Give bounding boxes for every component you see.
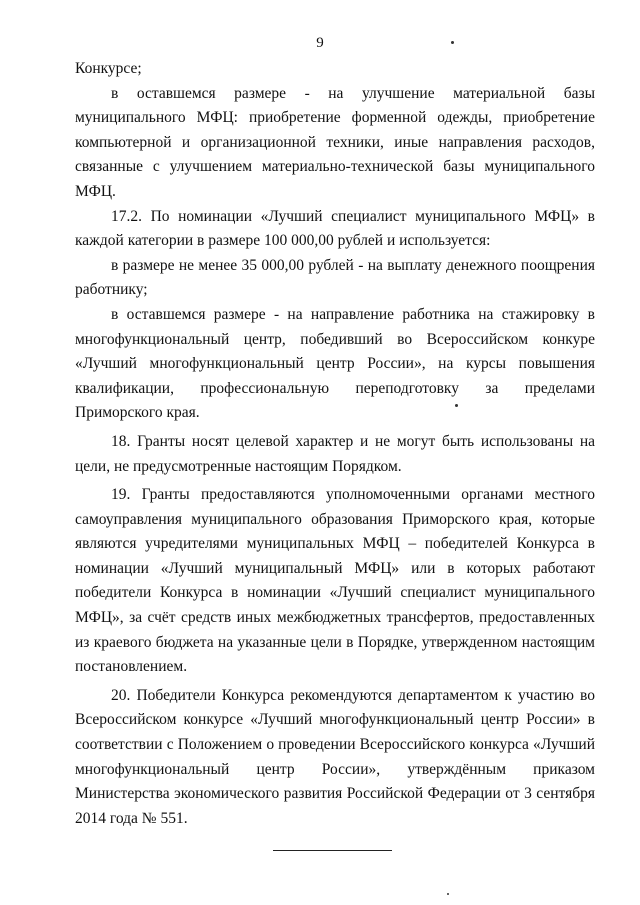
paragraph-remaining-amount-training: в оставшемся размере - на направление работника на стажировку в многофункциональный центр, победивший во Всероссийском конкуре «Лучший многофункциональный центр России», на курсы повышения квалификации, профессиональную переподготовку за пределами Приморского края. bbox=[75, 305, 595, 422]
paragraph-20: 20. Победители Конкурса рекомендуются департаментом к участию во Всероссийском конкурсе «Лучший многофункциональный центр России» в соответствии с Положением о проведении Всероссийского конкурса «Лучший многофункциональный центр России», утверждённым приказом Министерства экономического развития Российской Федерации от 3 сентября 2014 года № 551. bbox=[75, 686, 595, 827]
paragraph-bonus-payment: в размере не менее 35 000,00 рублей - на выплату денежного поощрения работнику; bbox=[75, 256, 595, 299]
scan-speck bbox=[455, 404, 458, 407]
paragraph-18: 18. Гранты носят целевой характер и не могут быть использованы на цели, не предусмотренные настоящим Порядком. bbox=[75, 432, 595, 475]
scan-speck bbox=[451, 41, 454, 44]
end-of-document-divider bbox=[273, 850, 392, 851]
scan-speck bbox=[447, 893, 449, 895]
page-number: 9 bbox=[316, 35, 324, 51]
document-body bbox=[75, 57, 595, 831]
paragraph-continuation: Конкурсе; bbox=[75, 60, 142, 77]
paragraph-17-2: 17.2. По номинации «Лучший специалист муниципального МФЦ» в каждой категории в размере 100 000,00 рублей и используется: bbox=[75, 207, 595, 250]
paragraph-19: 19. Гранты предоставляются уполномоченными органами местного самоуправления муниципального образования Приморского края, которые являются учредителями муниципальных МФЦ – победителей Конкурса в номинации «Лучший муниципальный МФЦ» или в которых работают победители Конкурса в номинации «Лучший специалист муниципального МФЦ», за счёт средств иных межбюджетных трансфертов, предоставленных из краевого бюджета на указанные цели в Порядке, утвержденном настоящим постановлением. bbox=[75, 486, 595, 676]
paragraph-remaining-amount-mfc: в оставшемся размере - на улучшение материальной базы муниципального МФЦ: приобретение форменной одежды, приобретение компьютерной и организационной техники, иные направления расходов, связанные с улучшением материально-технической базы муниципального МФЦ. bbox=[75, 84, 595, 200]
